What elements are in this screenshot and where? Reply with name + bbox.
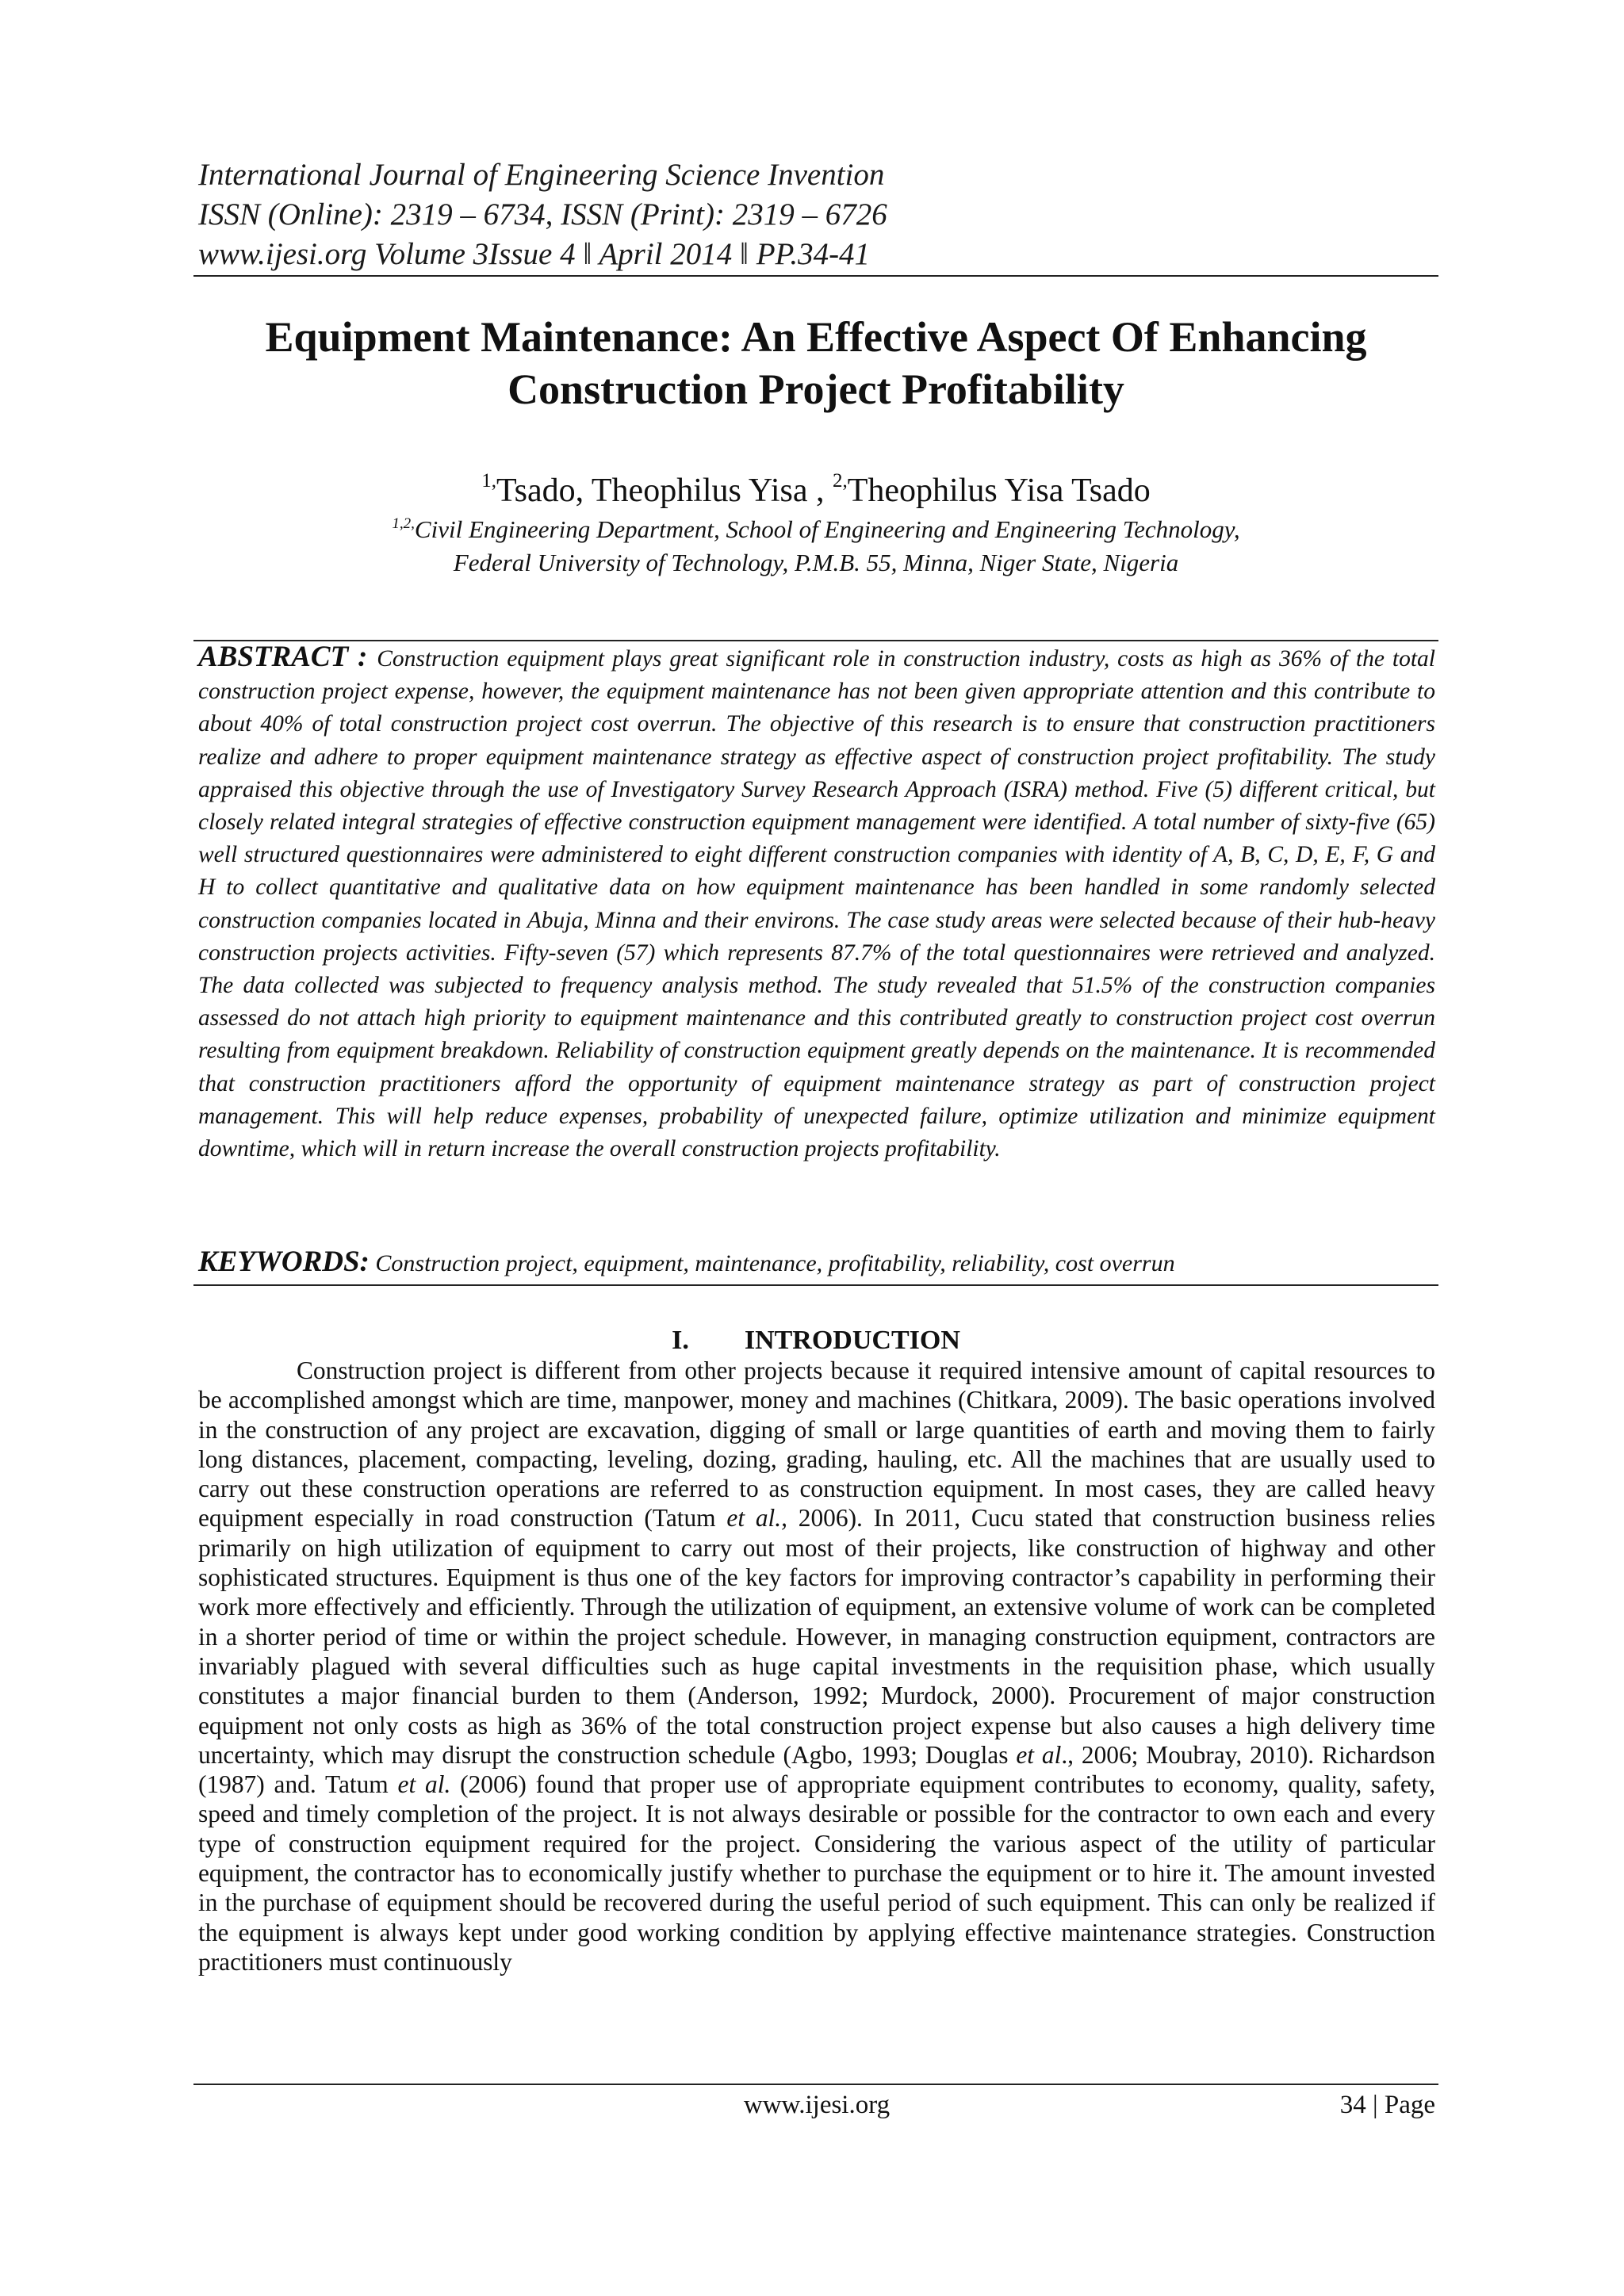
title-line-1: Equipment Maintenance: An Effective Aspect Of Enhancing <box>265 313 1367 361</box>
intro-etal-2: et al <box>1016 1740 1062 1769</box>
intro-text-4: (2006) found that proper use of appropriate equipment contributes to economy, quality, safety, speed and timely completion of the project. It is not always desirable or possible for the contractor to own each and every type of construction equipment required for the project. Considering the various aspect of the utility of particular equipment, the contractor has to economically justify whether to purchase the equipment or to hire it. The amount invested in the purchase of equipment should be recovered during the useful period of such equipment. This can only be realized if the equipment is always kept under good working condition by applying effective maintenance strategies. Construction practitioners must continuously <box>198 1770 1435 1976</box>
journal-name: International Journal of Engineering Science Invention <box>198 158 885 192</box>
affiliation-line-1: Civil Engineering Department, School of Engineering and Engineering Technology, <box>414 515 1240 543</box>
author-1-marker: 1, <box>481 470 496 492</box>
journal-header <box>198 155 1435 274</box>
keywords <box>198 1245 1435 1281</box>
intro-text-2: 2006). In 2011, Cucu stated that construction business relies primarily on high utilization of equipment to carry out most of their projects, like construction of highway and other sophisticated structures. Equipment is thus one of the key factors for improving contractor’s capability in performing their work more effectively and efficiently. Through the utilization of equipment, an extensive volume of work can be completed in a shorter period of time or within the project schedule. However, in managing construction equipment, contractors are invariably plagued with several difficulties such as huge capital investments in the requisition phase, which usually constitutes a major financial burden to them (Anderson, 1992; Murdock, 2000). Procurement of major construction equipment not only costs as high as 36% of the total construction project expense but also causes a high delivery time uncertainty, which may disrupt the construction schedule (Agbo, 1993; Douglas <box>198 1504 1435 1769</box>
footer-website: www.ijesi.org <box>743 2091 891 2119</box>
intro-text-1: Construction project is different from other projects because it required intensive amount of capital resources to be accomplished amongst which are time, manpower, money and machines (Chitkara, 2009). The basic operations involved in the construction of any project are excavation, digging of small or large quantities of earth and moving them to fairly long distances, placement, compacting, leveling, dozing, grading, hauling, etc. All the machines that are usually used to carry out these construction operations are referred to as construction equipment. In most cases, they are called heavy equipment especially in road construction (Tatum <box>198 1357 1435 1533</box>
paper-title <box>193 311 1438 415</box>
introduction-paragraph <box>198 1356 1435 1976</box>
author-2-marker: 2, <box>833 470 848 492</box>
abstract-label: ABSTRACT : <box>198 641 377 673</box>
section-title: INTRODUCTION <box>744 1326 960 1355</box>
header-rule <box>193 275 1438 277</box>
affiliation <box>193 507 1438 580</box>
author-2-name: Theophilus Yisa Tsado <box>847 473 1151 509</box>
keywords-rule <box>193 1284 1438 1286</box>
author-line <box>193 460 1438 512</box>
footer-rule <box>193 2084 1438 2085</box>
affiliation-marker: 1,2, <box>392 515 415 532</box>
title-line-2: Construction Project Profitability <box>508 365 1124 413</box>
affiliation-line-2: Federal University of Technology, P.M.B. 55, Minna, Niger State, Nigeria <box>453 549 1179 576</box>
page-number: 34 | Page <box>1339 2091 1435 2119</box>
author-1-name: Tsado, Theophilus Yisa , <box>496 473 833 509</box>
journal-issn: ISSN (Online): 2319 – 6734, ISSN (Print): 2319 – 6726 <box>198 197 887 232</box>
section-heading <box>193 1322 1438 1359</box>
section-number: I. <box>672 1326 689 1355</box>
abstract-text: Construction equipment plays great significant role in construction industry, costs as high as 36% of the total construction project expense, however, the equipment maintenance has not been given appropriate attention and this contribute to about 40% of total construction project cost overrun. The objective of this research is to ensure that construction practitioners realize and adhere to proper equipment maintenance strategy as effective aspect of construction project profitability. The study appraised this objective through the use of Investigatory Survey Research Approach (ISRA) method. Five (5) different critical, but closely related integral strategies of effective construction equipment management were identified. A total number of sixty-five (65) well structured questionnaires were administered to eight different construction companies with identity of A, B, C, D, E, F, G and H to collect quantitative and qualitative data on how equipment maintenance has been handled in some randomly selected construction companies located in Abuja, Minna and their environs. The case study areas were selected because of their hub-heavy construction projects activities. Fifty-seven (57) which represents 87.7% of the total questionnaires were retrieved and analyzed. The data collected was subjected to frequency analysis method. The study revealed that 51.5% of the construction companies assessed do not attach high priority to equipment maintenance and this contributed greatly to construction project cost overrun resulting from equipment breakdown. Reliability of construction equipment greatly depends on the maintenance. It is recommended that construction practitioners afford the opportunity of equipment maintenance strategy as part of construction project management. This will help reduce expenses, probability of unexpected failure, optimize utilization and minimize equipment downtime, which will in return increase the overall construction projects profitability. <box>198 646 1435 1162</box>
intro-etal-3: et al. <box>397 1770 451 1799</box>
abstract <box>198 641 1435 1165</box>
intro-text-3: ., 2006; Moubray, 2010). Richardson (1987) and. Tatum <box>198 1740 1435 1799</box>
keywords-label: KEYWORDS: <box>198 1246 370 1278</box>
intro-etal-1: et al., <box>726 1504 787 1533</box>
keywords-text: Construction project, equipment, maintenance, profitability, reliability, cost overrun <box>369 1250 1175 1276</box>
journal-volume: www.ijesi.org Volume 3Issue 4 ǁ April 2014 ǁ PP.34-41 <box>198 237 871 271</box>
